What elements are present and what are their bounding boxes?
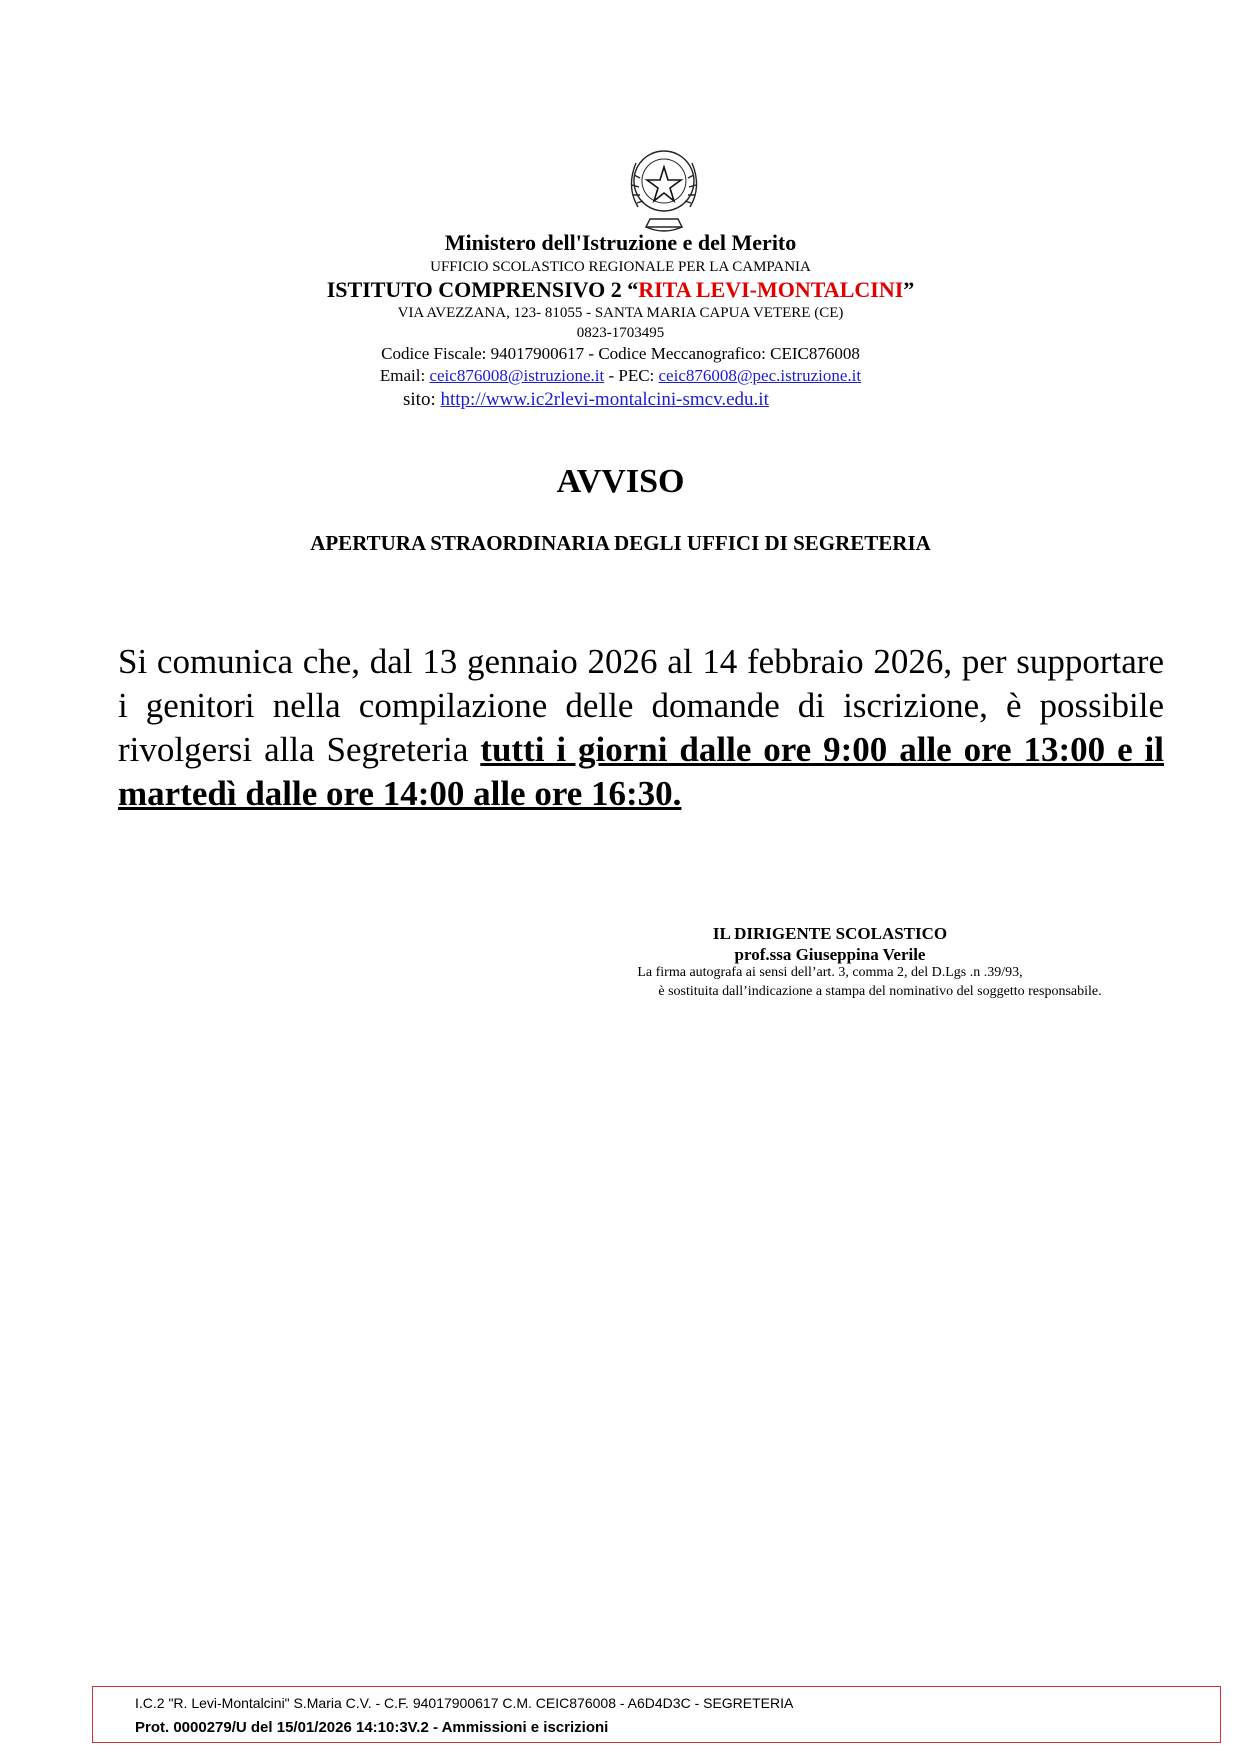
notice-subtitle: APERTURA STRAORDINARIA DEGLI UFFICI DI SEGRETERIA — [310, 531, 931, 555]
protocol-line-1: I.C.2 "R. Levi-Montalcini" S.Maria C.V. - C.F. 94017900617 C.M. CEIC876008 - A6D4D3C - SEGRETERIA — [135, 1695, 794, 1711]
signature-name: prof.ssa Giuseppina Verile — [734, 945, 926, 964]
email-line — [0, 366, 1241, 386]
protocol-stamp — [92, 1686, 1221, 1743]
signature-role: IL DIRIGENTE SCOLASTICO — [712, 924, 948, 943]
notice-body-text: Si comunica che, dal 13 gennaio 2026 al 14 febbraio 2026, per supportare i genitori nella compilazione delle domande di iscrizione, è possibile rivolgersi alla Segreteria — [118, 642, 1164, 769]
pec-label: - PEC: — [604, 366, 659, 385]
signature-note-2: è sostituita dall’indicazione a stampa del nominativo del soggetto responsabile. — [658, 984, 1102, 999]
institute-suffix: ” — [903, 277, 915, 302]
website-label: sito: — [403, 389, 441, 410]
phone: 0823-1703495 — [576, 325, 665, 341]
signature-note-1: La firma autografa ai sensi dell’art. 3, comma 2, del D.Lgs .n .39/93, — [637, 965, 1023, 980]
email-label: Email: — [379, 366, 430, 385]
institute-prefix: ISTITUTO COMPRENSIVO 2 “ — [326, 277, 639, 302]
tax-codes: Codice Fiscale: 94017900617 - Codice Meccanografico: CEIC876008 — [381, 344, 860, 363]
website-line — [403, 389, 769, 411]
regional-office: UFFICIO SCOLASTICO REGIONALE PER LA CAMPANIA — [430, 259, 811, 275]
pec-link[interactable]: ceic876008@pec.istruzione.it — [658, 366, 862, 385]
ministry-name: Ministero dell'Istruzione e del Merito — [444, 230, 797, 255]
address: VIA AVEZZANA, 123- 81055 - SANTA MARIA CAPUA VETERE (CE) — [397, 305, 844, 321]
email-link[interactable]: ceic876008@istruzione.it — [429, 366, 605, 385]
institute-name — [0, 277, 1241, 303]
republic-emblem-icon — [620, 145, 708, 235]
notice-body-emphasis: tutti i giorni dalle ore 9:00 alle ore 13:00 e il martedì dalle ore 14:00 alle ore 16:30. — [118, 730, 1164, 813]
protocol-line-2: Prot. 0000279/U del 15/01/2026 14:10:3V.2 - Ammissioni e iscrizioni — [135, 1719, 609, 1736]
website-link[interactable]: http://www.ic2rlevi-montalcini-smcv.edu.it — [440, 389, 769, 410]
institute-highlight: RITA LEVI-MONTALCINI — [638, 277, 904, 302]
notice-title: AVVISO — [556, 463, 685, 500]
notice-body — [118, 640, 1164, 816]
